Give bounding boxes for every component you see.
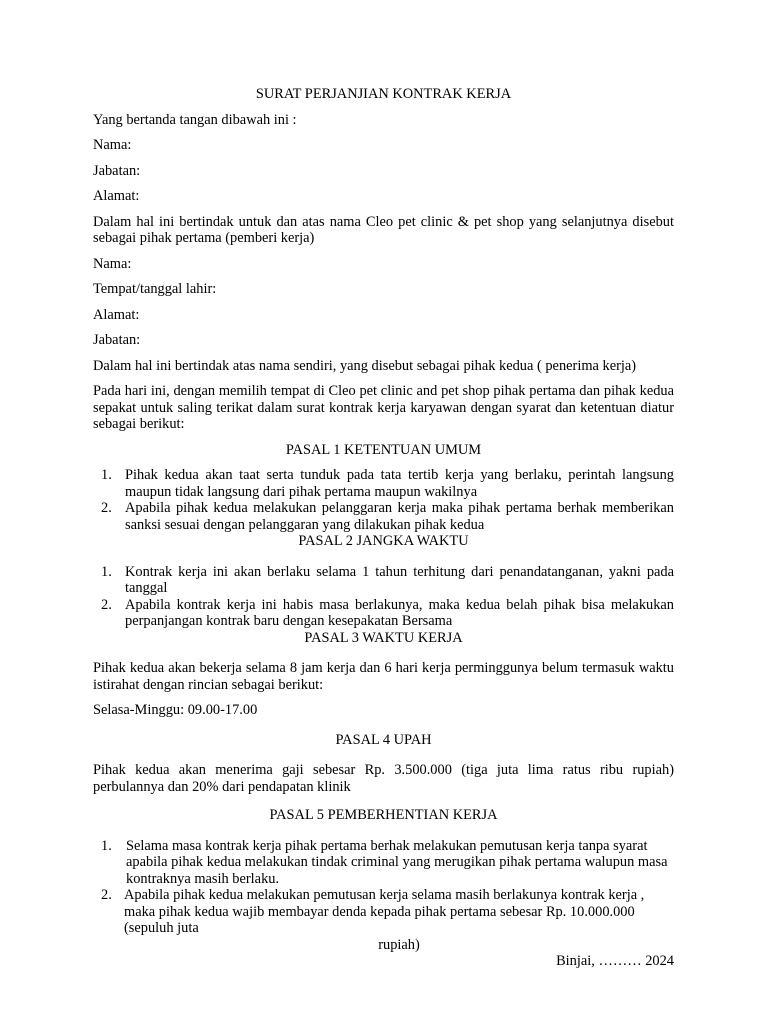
pasal2-heading: PASAL 2 JANGKA WAKTU <box>298 533 469 549</box>
party1-statement: Dalam hal ini bertindak untuk dan atas nama Cleo pet clinic & pet shop yang selanjutnya disebut sebagai pihak pertama (pemberi kerja) <box>93 213 674 246</box>
party2-statement: Dalam hal ini bertindak atas nama sendiri, yang disebut sebagai pihak kedua ( penerima kerja) <box>93 357 637 374</box>
pasal3-heading: PASAL 3 WAKTU KERJA <box>304 629 463 646</box>
list-item: 2. Apabila pihak kedua melakukan pemutusan kerja selama masih berlakunya kontrak kerja , maka pihak kedua wajib membayar denda kepada pihak pertama sebesar Rp. 10.000.000 (sepuluh juta rupiah) <box>93 887 674 953</box>
party1-address-field: Alamat: <box>93 188 140 204</box>
pasal5-list <box>93 838 674 954</box>
pasal3-schedule: Selasa-Minggu: 09.00-17.00 <box>93 702 258 718</box>
list-item: 2. Apabila pihak kedua melakukan pelanggaran kerja maka pihak pertama berhak memberikan sanksi sesuai dengan pelanggaran yang dilakukan pihak kedua <box>101 500 674 533</box>
pasal1-heading: PASAL 1 KETENTUAN UMUM <box>285 441 482 458</box>
pasal4-heading: PASAL 4 UPAH <box>335 731 432 748</box>
list-item: 1. Kontrak kerja ini akan berlaku selama 1 tahun terhitung dari penandatanganan, yakni pada tanggal <box>101 563 674 596</box>
list-item: 1. Selama masa kontrak kerja pihak pertama berhak melakukan pemutusan kerja tanpa syarat apabila pihak kedua melakukan tindak criminal yang merugikan pihak pertama walupun masa kontraknya masih berlaku. <box>101 837 668 887</box>
closing-place-date: Binjai, ……… 2024 <box>556 953 674 969</box>
list-item: 1. Pihak kedua akan taat serta tunduk pada tata tertib kerja yang berlaku, perintah langsung maupun tidak langsung dari pihak pertama maupun wakilnya <box>101 467 674 500</box>
party2-position-field: Jabatan: <box>93 332 141 348</box>
agreement-text: Pada hari ini, dengan memilih tempat di Cleo pet clinic and pet shop pihak pertama dan pihak kedua sepakat untuk saling terikat dalam surat kontrak kerja karyawan dengan syarat dan ketentuan diatur sebagai berikut: <box>93 383 674 432</box>
pasal4-text: Pihak kedua akan menerima gaji sebesar Rp. 3.500.000 (tiga juta lima ratus ribu rupiah) perbulannya dan 20% dari pendapatan klinik <box>93 762 674 795</box>
list-item-tail: rupiah) <box>378 936 420 953</box>
list-item: 2. Apabila kontrak kerja ini habis masa berlakunya, maka kedua belah pihak bisa melakukan perpanjangan kontrak baru dengan kesepakatan Bersama <box>101 596 674 629</box>
party1-position-field: Jabatan: <box>93 162 141 179</box>
party2-address-field: Alamat: <box>93 306 140 323</box>
party2-birth-field: Tempat/tanggal lahir: <box>93 281 217 297</box>
intro-text: Yang bertanda tangan dibawah ini : <box>93 111 297 128</box>
pasal5-heading: PASAL 5 PEMBERHENTIAN KERJA <box>269 807 498 823</box>
document-title: SURAT PERJANJIAN KONTRAK KERJA <box>255 86 512 102</box>
pasal3-text: Pihak kedua akan bekerja selama 8 jam kerja dan 6 hari kerja perminggunya belum termasuk waktu istirahat dengan rincian sebagai berikut: <box>93 660 674 693</box>
party2-name-field: Nama: <box>93 255 132 272</box>
pasal2-list <box>93 564 674 630</box>
party1-name-field: Nama: <box>93 137 132 153</box>
pasal1-list <box>93 467 674 533</box>
document-body <box>93 86 674 970</box>
